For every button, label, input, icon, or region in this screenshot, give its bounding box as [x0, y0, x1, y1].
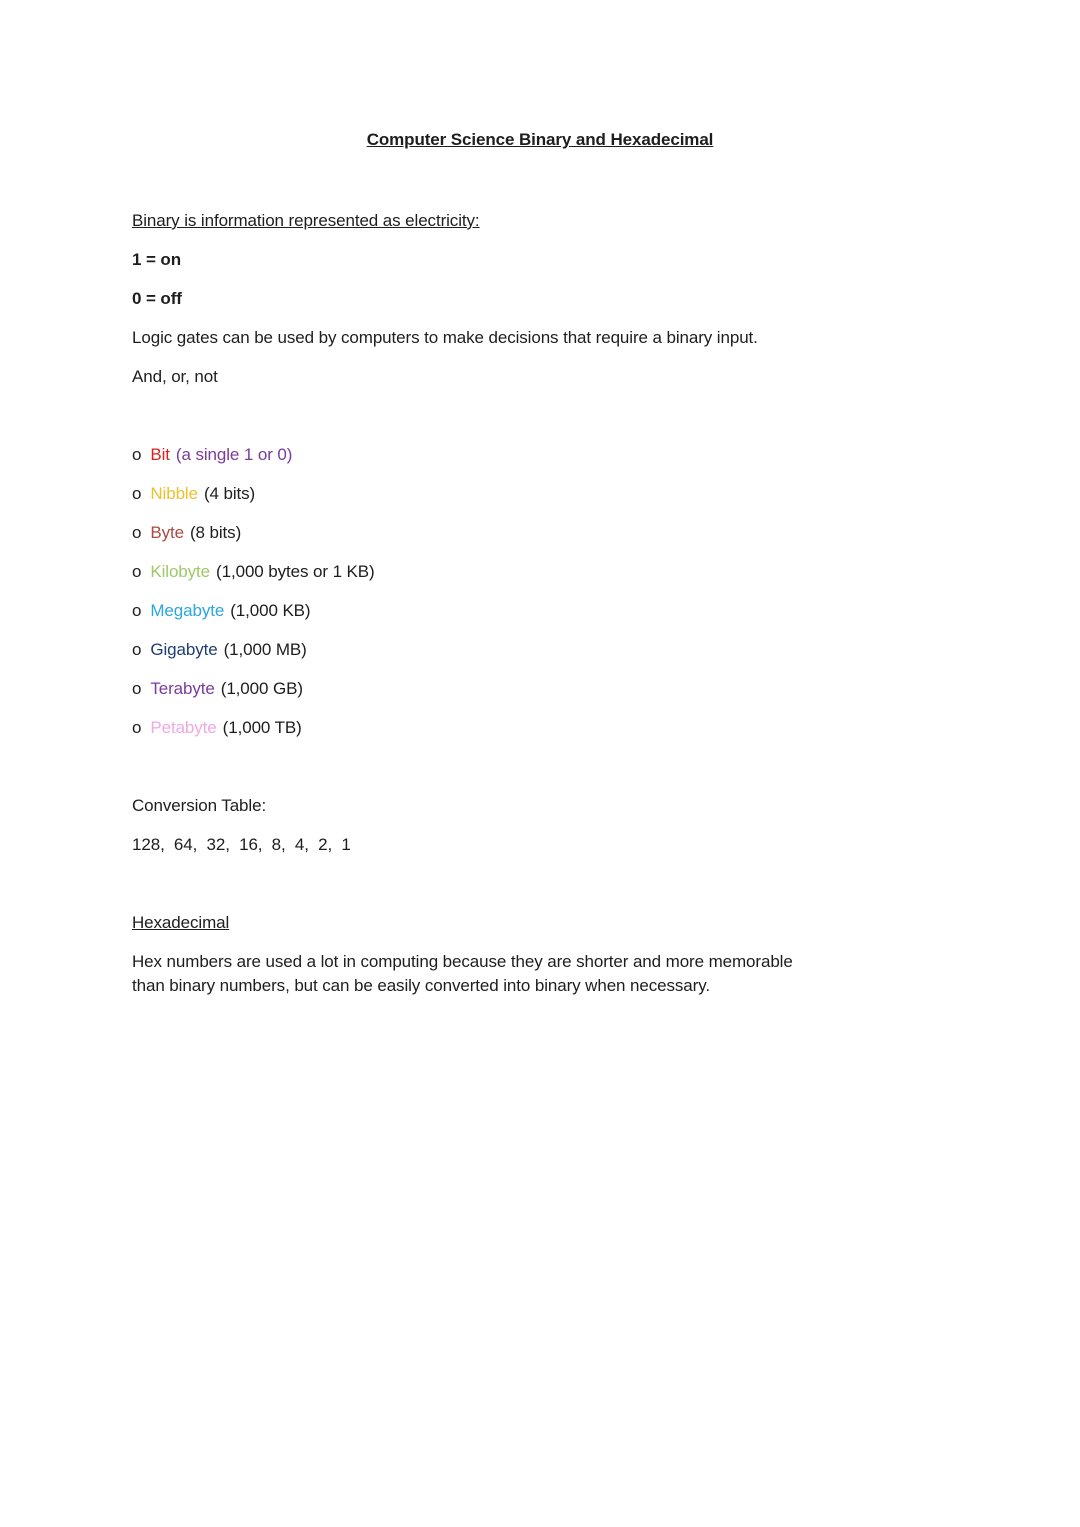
- list-bullet: o: [132, 445, 142, 464]
- unit-description: (a single 1 or 0): [175, 445, 293, 464]
- intro-heading: Binary is information represented as electricity:: [132, 211, 480, 230]
- unit-description: (1,000 bytes or 1 KB): [216, 562, 375, 581]
- list-item-bit: [132, 443, 948, 467]
- unit-term: Kilobyte: [150, 562, 211, 581]
- list-item-kilobyte: [132, 560, 948, 584]
- list-bullet: o: [132, 718, 142, 737]
- hexadecimal-paragraph-line: than binary numbers, but can be easily converted into binary when necessary.: [132, 976, 710, 995]
- section-gap: [132, 404, 948, 443]
- binary-on-line: 1 = on: [132, 250, 181, 269]
- unit-description: (8 bits): [189, 523, 242, 542]
- list-item-nibble: [132, 482, 948, 506]
- hexadecimal-paragraph: [132, 950, 932, 998]
- list-bullet: o: [132, 484, 142, 503]
- list-bullet: o: [132, 601, 142, 620]
- data-units-list: [132, 443, 948, 740]
- list-bullet: o: [132, 562, 142, 581]
- unit-description: (1,000 KB): [230, 601, 311, 620]
- unit-description: (1,000 TB): [222, 718, 302, 737]
- list-bullet: o: [132, 640, 142, 659]
- document-title: Computer Science Binary and Hexadecimal: [366, 130, 714, 149]
- section-gap: [132, 755, 948, 794]
- hexadecimal-heading: Hexadecimal: [132, 913, 230, 932]
- unit-description: (1,000 MB): [223, 640, 307, 659]
- unit-term: Bit: [150, 445, 170, 464]
- list-bullet: o: [132, 679, 142, 698]
- list-item-byte: [132, 521, 948, 545]
- unit-description: (1,000 GB): [220, 679, 303, 698]
- conversion-table-values: 128, 64, 32, 16, 8, 4, 2, 1: [132, 835, 351, 854]
- unit-term: Megabyte: [150, 601, 225, 620]
- list-bullet: o: [132, 523, 142, 542]
- list-item-petabyte: [132, 716, 948, 740]
- conversion-table-heading: Conversion Table:: [132, 796, 267, 815]
- list-item-megabyte: [132, 599, 948, 623]
- unit-term: Terabyte: [150, 679, 215, 698]
- unit-term: Petabyte: [150, 718, 217, 737]
- unit-term: Byte: [150, 523, 184, 542]
- unit-term: Gigabyte: [150, 640, 218, 659]
- list-item-gigabyte: [132, 638, 948, 662]
- gate-types-line: And, or, not: [132, 367, 218, 386]
- section-gap: [132, 872, 948, 911]
- binary-off-line: 0 = off: [132, 289, 182, 308]
- hexadecimal-paragraph-line: Hex numbers are used a lot in computing because they are shorter and more memorable: [132, 952, 793, 971]
- unit-description: (4 bits): [203, 484, 256, 503]
- logic-gates-line: Logic gates can be used by computers to make decisions that require a binary input.: [132, 328, 758, 347]
- list-item-terabyte: [132, 677, 948, 701]
- unit-term: Nibble: [150, 484, 198, 503]
